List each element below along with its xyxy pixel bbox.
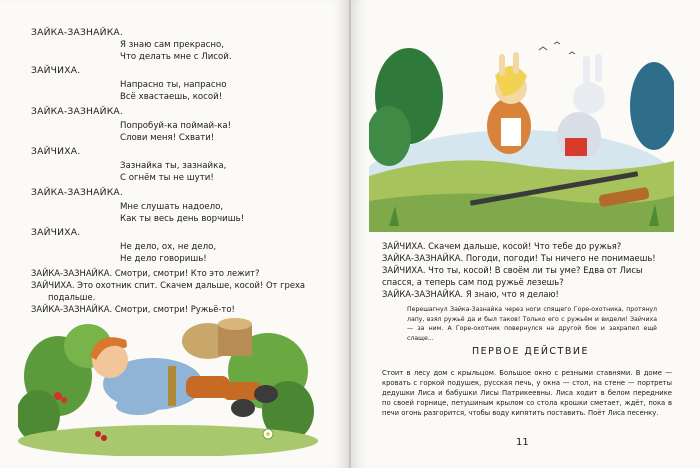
verse-line: Напрасно ты, напрасно bbox=[120, 80, 227, 90]
sleeping-hunter-illustration bbox=[18, 316, 318, 456]
prose-line: ЗАЙКА-ЗАЗНАЙКА. Смотри, смотри! Кто это лежит? bbox=[31, 268, 260, 278]
verse-line: Попробуй-ка поймай-ка! bbox=[120, 121, 232, 131]
stage-direction: Перешагнул Зайка-Зазнайка через ноги спящего Горе-охотника, протянул лапу, взял ружьё да и был таков! Только его с ружьём и видели! Зайчиха — за ним. А Горе-охотник повернулся на другой бок и захрапел ещё слаще... bbox=[407, 306, 657, 342]
speaker-label: ЗАЙКА-ЗАЗНАЙКА. bbox=[31, 27, 124, 38]
hares-with-rifle-illustration bbox=[369, 26, 674, 232]
dialogue-line: ЗАЙЧИХА. Что ты, косой! В своём ли ты уме? Едва от Лисы bbox=[382, 265, 643, 275]
verse-line: С огнём ты не шути! bbox=[120, 173, 214, 183]
act-heading: ПЕРВОЕ ДЕЙСТВИЕ bbox=[472, 346, 589, 357]
verse-line: Как ты весь день ворчишь! bbox=[120, 214, 245, 224]
dialogue-line: ЗАЙЧИХА. Скачем дальше, косой! Что тебе до ружья? bbox=[382, 241, 622, 251]
verse-line: Мне слушать надоело, bbox=[120, 202, 224, 212]
prose-line: ЗАЙЧИХА. Это охотник спит. Скачем дальше, косой! От греха bbox=[31, 280, 306, 290]
page-number: 11 bbox=[516, 437, 529, 448]
right-page bbox=[351, 0, 700, 468]
prose-line: ЗАЙКА-ЗАЗНАЙКА. Смотри, смотри! Ружьё-то! bbox=[31, 304, 235, 314]
verse-line: Не дело, ох, не дело, bbox=[120, 242, 217, 252]
verse-line: Зазнайка ты, зазнайка, bbox=[120, 161, 227, 171]
dialogue-line: спасся, а теперь сам под ружьё лезешь? bbox=[382, 277, 564, 287]
speaker-label: ЗАЙЧИХА. bbox=[31, 227, 81, 238]
act-description: Стоит в лесу дом с крыльцом. Большое окно с резными ставнями. В доме — кровать с горкой подушек, русская печь, у окна — стол, на стене — портреты дедушки Лиса и бабушки Лисы Патрикеевны. Лиса ходит в белом переднике по своей горнице, петушиным крылом со стола крошки сметает, ждёт, пока в печи огонь разгорится, чтобы воду кипятить поставить. Поёт Лиса песенку. bbox=[382, 369, 672, 417]
speaker-label: ЗАЙЧИХА. bbox=[31, 65, 81, 76]
speaker-label: ЗАЙЧИХА. bbox=[31, 146, 81, 157]
verse-line: Не дело говоришь! bbox=[120, 254, 207, 264]
speaker-label: ЗАЙКА-ЗАЗНАЙКА. bbox=[31, 187, 124, 198]
verse-line: Что делать мне с Лисой. bbox=[120, 52, 232, 62]
speaker-label: ЗАЙКА-ЗАЗНАЙКА. bbox=[31, 106, 124, 117]
verse-line: Всё хвастаешь, косой! bbox=[120, 92, 223, 102]
verse-line: Я знаю сам прекрасно, bbox=[120, 40, 224, 50]
verse-line: Слови меня! Схвати! bbox=[120, 133, 215, 143]
dialogue-line: ЗАЙКА-ЗАЗНАЙКА. Я знаю, что я делаю! bbox=[382, 289, 559, 299]
prose-line: подальше. bbox=[48, 292, 96, 302]
dialogue-line: ЗАЙКА-ЗАЗНАЙКА. Погоди, погоди! Ты ничего не понимаешь! bbox=[382, 253, 656, 263]
